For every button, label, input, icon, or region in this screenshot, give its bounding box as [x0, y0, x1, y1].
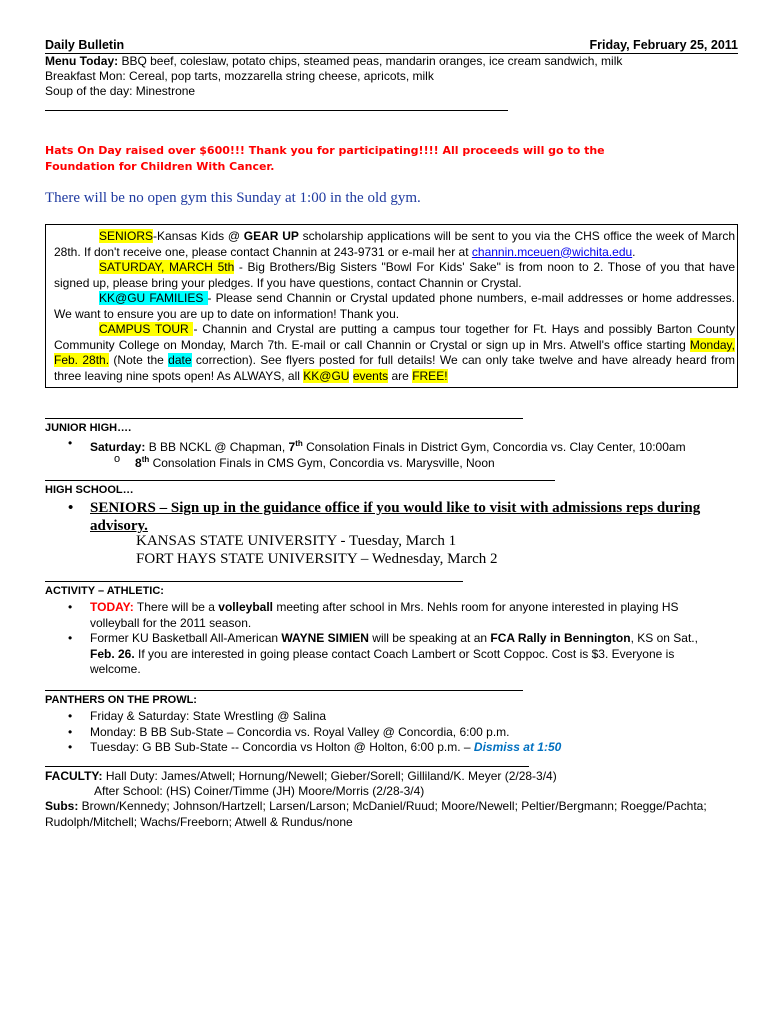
subs-label: Subs: — [45, 799, 79, 813]
seniors-end: . — [632, 244, 636, 259]
bulletin-date: Friday, February 25, 2011 — [589, 38, 738, 52]
vb-text-c: meeting after school in Mrs. Nehls room for anyone interested in playing HS — [273, 600, 679, 614]
faculty-subs-line2: Rudolph/Mitchell; Wachs/Freeborn; Atwell & Rundus/none — [45, 815, 353, 829]
divider — [45, 110, 508, 111]
gear-up-label: GEAR UP — [243, 229, 299, 243]
open-gym-notice: There will be no open gym this Sunday at 1:00 in the old gym. — [45, 190, 421, 206]
saturday-paragraph — [54, 260, 735, 291]
seniors-text-a: -Kansas Kids @ — [153, 229, 244, 243]
events-highlight: events — [352, 368, 389, 383]
vb-text-a: There will be a — [133, 600, 219, 614]
faculty-after-school: After School: (HS) Coiner/Timme (JH) Moore/Morris (2/28-3/4) — [94, 784, 425, 798]
prowl-item-text: Tuesday: G BB Sub-State -- Concordia vs Holton @ Holton, 6:00 p.m. – — [90, 740, 474, 754]
menu-line — [45, 54, 622, 70]
seniors-paragraph — [54, 229, 735, 260]
campus-tour-paragraph — [54, 322, 735, 384]
campus-tour-text: - Channin and Crystal are putting a campus tour together for Ft. Hays and possibly Barton County Community College on Monday, March 7th. E-mail or call Channin or Crystal or sign up in Mrs. Atwell's office starting — [54, 322, 735, 352]
jh-eighth-th: th — [141, 455, 150, 464]
seniors-highlight: SENIORS — [99, 229, 154, 243]
fhsu-visit: FORT HAYS STATE UNIVERSITY – Wednesday, March 2 — [136, 551, 498, 567]
faculty-subs — [45, 799, 707, 815]
hs-seniors-line1: • SENIORS – Sign up in the guidance office if you would like to visit with admissions reps during — [90, 500, 701, 516]
jh-sub-text: Consolation Finals in CMS Gym, Concordia vs. Marysville, Noon — [149, 456, 495, 470]
dismiss-time: Dismiss at 1:50 — [473, 740, 562, 754]
faculty-divider — [45, 766, 529, 767]
jh-seventh-th: th — [295, 439, 303, 448]
ksu-visit: KANSAS STATE UNIVERSITY - Tuesday, March 1 — [136, 533, 457, 549]
saturday-highlight: SATURDAY, MARCH 5th — [99, 260, 235, 274]
soup-line: Soup of the day: Minestrone — [45, 84, 196, 98]
fca-text-b: will be speaking at an — [368, 631, 491, 645]
hats-line-1: Hats On Day raised over $600!!! Thank you for participating!!!! All proceeds will go to the — [45, 144, 605, 157]
fca-line3: welcome. — [90, 662, 141, 676]
date-highlight: date — [168, 353, 192, 367]
activity-fca-item — [90, 631, 740, 678]
hs-seniors-line2: advisory. — [90, 518, 148, 534]
fca-text-d: If you are interested in going please contact Coach Lambert or Scott Coppoc. Cost is $3. Everyone is — [134, 646, 675, 661]
saturday-text: - Big Brothers/Big Sisters "Bowl For Kids' Sake" is from noon to 2. Those of you that have signed up, please bring your pledges. If you have questions, contact Channin or Crystal. — [54, 260, 735, 290]
faculty-hall-duty — [45, 769, 557, 785]
are-text: are — [388, 368, 413, 383]
campus-tour-highlight: CAMPUS TOUR — [99, 322, 194, 336]
prowl-heading: PANTHERS ON THE PROWL: — [45, 694, 197, 706]
jh-saturday-label: Saturday: — [90, 440, 146, 454]
bulletin-title: Daily Bulletin — [45, 38, 125, 52]
faculty-label: FACULTY: — [45, 769, 103, 783]
tour-date-highlight: Monday, Feb. 28th. — [54, 337, 735, 367]
fca-rally: FCA Rally in Bennington — [490, 631, 631, 645]
vb-line2: volleyball for the 2011 season. — [90, 615, 252, 630]
menu-label: Menu Today: — [45, 54, 119, 68]
jh-saturday-a: B BB NCKL @ Chapman, — [145, 440, 289, 454]
jh-sub-item — [135, 452, 495, 472]
activity-volleyball-item — [90, 600, 740, 631]
fca-text-c: , KS on Sat., — [630, 631, 698, 645]
hats-announcement — [45, 143, 605, 175]
volleyball-label: volleyball — [218, 600, 273, 614]
subs-line1: Brown/Kennedy; Johnson/Hartzell; Larsen/Larson; McDaniel/Ruud; Moore/Newell; Peltier/Bergmann; Roegge/Pachta; — [78, 799, 707, 813]
high-school-heading: HIGH SCHOOL… — [45, 484, 134, 496]
channin-email-link[interactable]: channin.mceuen@wichita.edu — [471, 244, 633, 259]
jh-eighth: 8 — [135, 456, 142, 470]
tour-note-b: correction). See flyers posted for full details! We can only take twelve and have already heard from three leaving nine spots open! As ALWAYS, all — [54, 353, 735, 383]
prowl-divider — [45, 690, 523, 691]
jh-saturday-b: Consolation Finals in District Gym, Concordia vs. Clay Center, 10:00am — [302, 440, 686, 454]
hs-seniors-item — [90, 499, 700, 535]
tour-note-a: (Note the — [109, 353, 169, 367]
families-paragraph — [54, 291, 735, 322]
seniors-text-c: scholarship applications will be sent to you via the CHS office the week of March 28th. If don't receive one, please contact Channin at 243-9731 or e-mail her at — [54, 229, 735, 259]
prowl-item: • Monday: B BB Sub-State – Concordia vs. Royal Valley @ Concordia, 6:00 p.m. — [90, 725, 510, 741]
activity-divider — [45, 581, 463, 582]
breakfast-line: Breakfast Mon: Cereal, pop tarts, mozzarella string cheese, apricots, milk — [45, 69, 434, 83]
fca-date: Feb. 26. — [90, 646, 135, 661]
families-highlight: KK@GU FAMILIES — [99, 291, 208, 305]
fca-speaker: WAYNE SIMIEN — [281, 631, 369, 645]
free-highlight: FREE! — [412, 368, 448, 383]
kkgu-box-content — [54, 229, 735, 384]
hall-duty-text: Hall Duty: James/Atwell; Hornung/Newell; Gieber/Sorell; Gilliland/K. Meyer (2/28-3/4) — [102, 769, 557, 783]
jh-seventh: 7 — [288, 440, 296, 454]
kkgu-highlight: KK@GU — [303, 368, 350, 383]
prowl-item: • Friday & Saturday: State Wrestling @ Salina — [90, 709, 326, 725]
fca-text-a: Former KU Basketball All-American — [90, 631, 282, 645]
today-label: TODAY: — [90, 600, 134, 614]
prowl-item — [90, 740, 561, 756]
junior-high-divider — [45, 418, 523, 419]
activity-heading: ACTIVITY – ATHLETIC: — [45, 585, 164, 597]
junior-high-heading: JUNIOR HIGH…. — [45, 422, 132, 434]
high-school-divider — [45, 480, 555, 481]
menu-text: BBQ beef, coleslaw, potato chips, steamed peas, mandarin oranges, ice cream sandwich, milk — [121, 54, 623, 68]
families-text: - Please send Channin or Crystal updated phone numbers, e-mail addresses or home addresses. We want to ensure you are up to date on information! Thank you. — [54, 291, 735, 321]
hats-line-2: Foundation for Children With Cancer. — [45, 160, 275, 173]
